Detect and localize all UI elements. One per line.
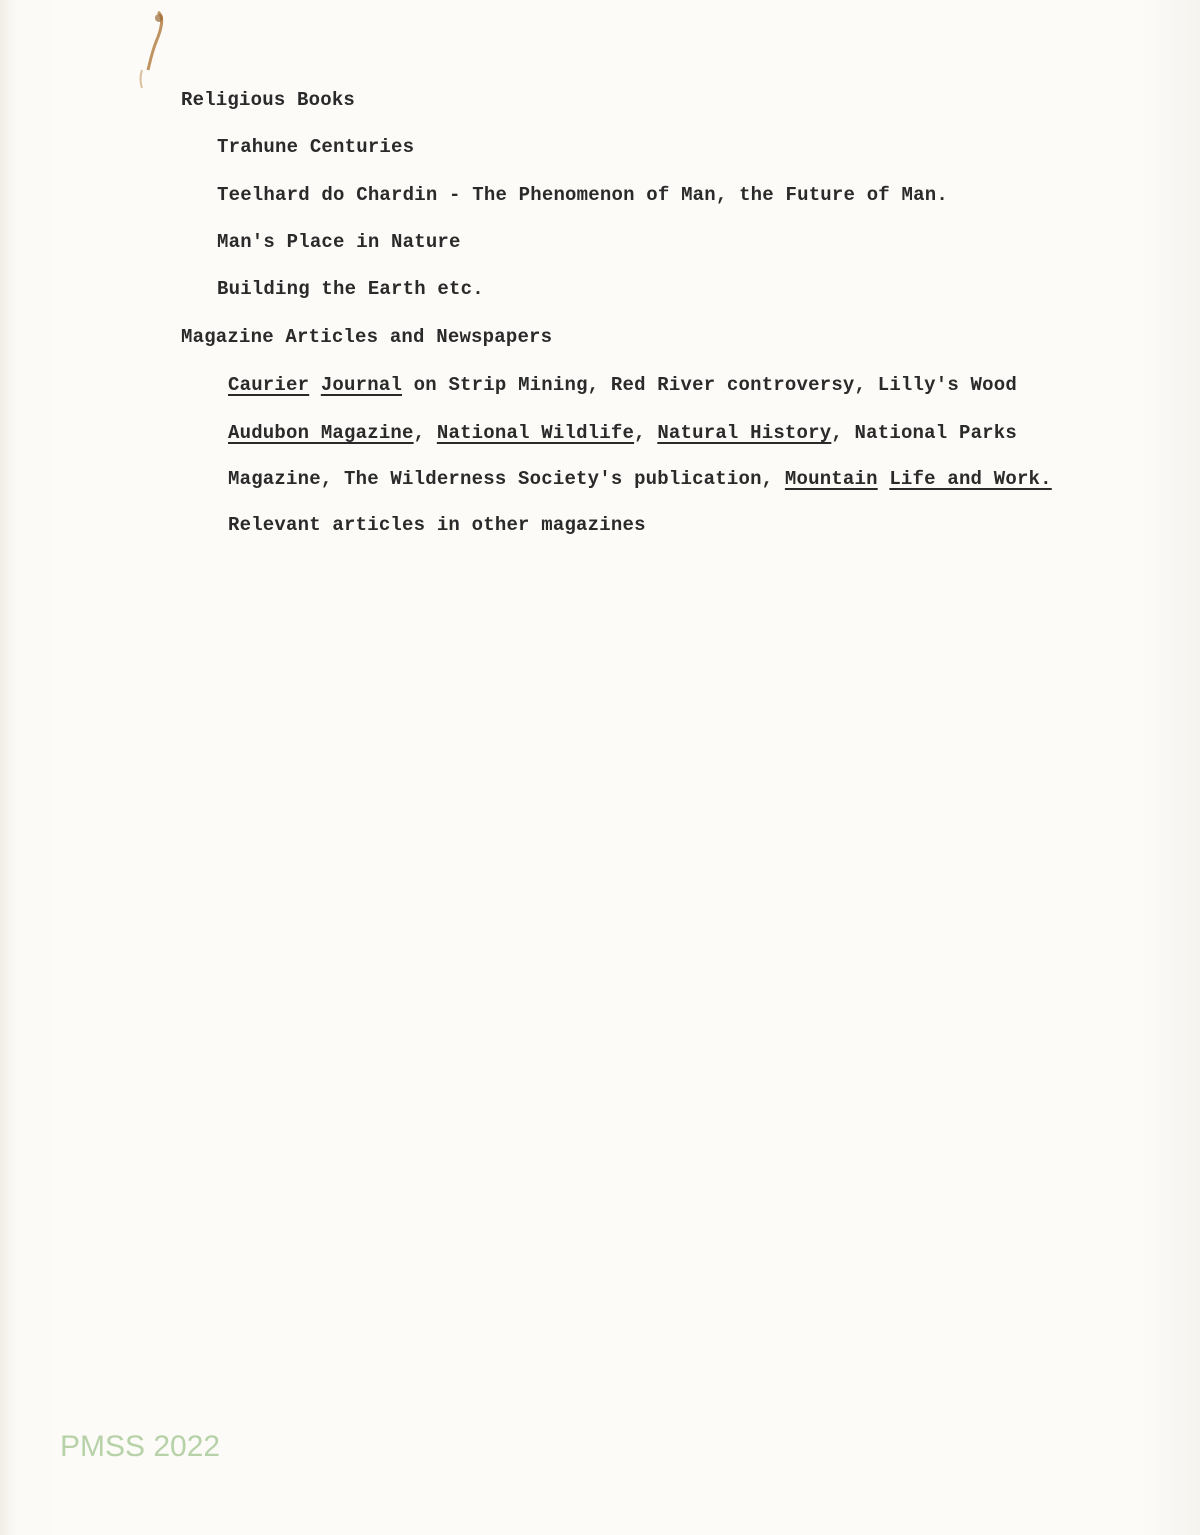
text-span: , [413,422,437,444]
watermark: PMSS 2022 [60,1430,221,1463]
underlined-title: Mountain [784,468,878,490]
stain-mark-icon [128,8,172,98]
underlined-title: Caurier [228,374,310,396]
list-item: Teelhard do Chardin - The Phenomenon of Man, the Future of Man. [217,184,948,206]
section-heading-magazine-articles: Magazine Articles and Newspapers [181,326,553,348]
magazine-line [228,421,1017,445]
underlined-title: Audubon Magazine [228,422,414,444]
text-span: on Strip Mining, Red River controversy, Lilly's Wood [402,374,1017,396]
magazine-line [228,373,1017,397]
magazine-line [228,467,1052,491]
list-item: Man's Place in Nature [217,231,461,253]
underlined-title: Journal [320,374,403,396]
magazine-line: Relevant articles in other magazines [228,514,646,536]
underlined-title: Natural History [657,422,832,444]
underlined-title: Life and Work. [889,468,1052,490]
text-span [878,468,890,490]
text-span: , National Parks [831,422,1017,444]
list-item: Trahune Centuries [217,136,415,158]
section-heading-religious-books: Religious Books [181,89,356,111]
text-span: Magazine, The Wilderness Society's publication, [228,468,785,490]
underlined-title: National Wildlife [436,422,635,444]
list-item: Building the Earth etc. [217,278,484,300]
text-span [309,374,321,396]
text-span: , [634,422,658,444]
